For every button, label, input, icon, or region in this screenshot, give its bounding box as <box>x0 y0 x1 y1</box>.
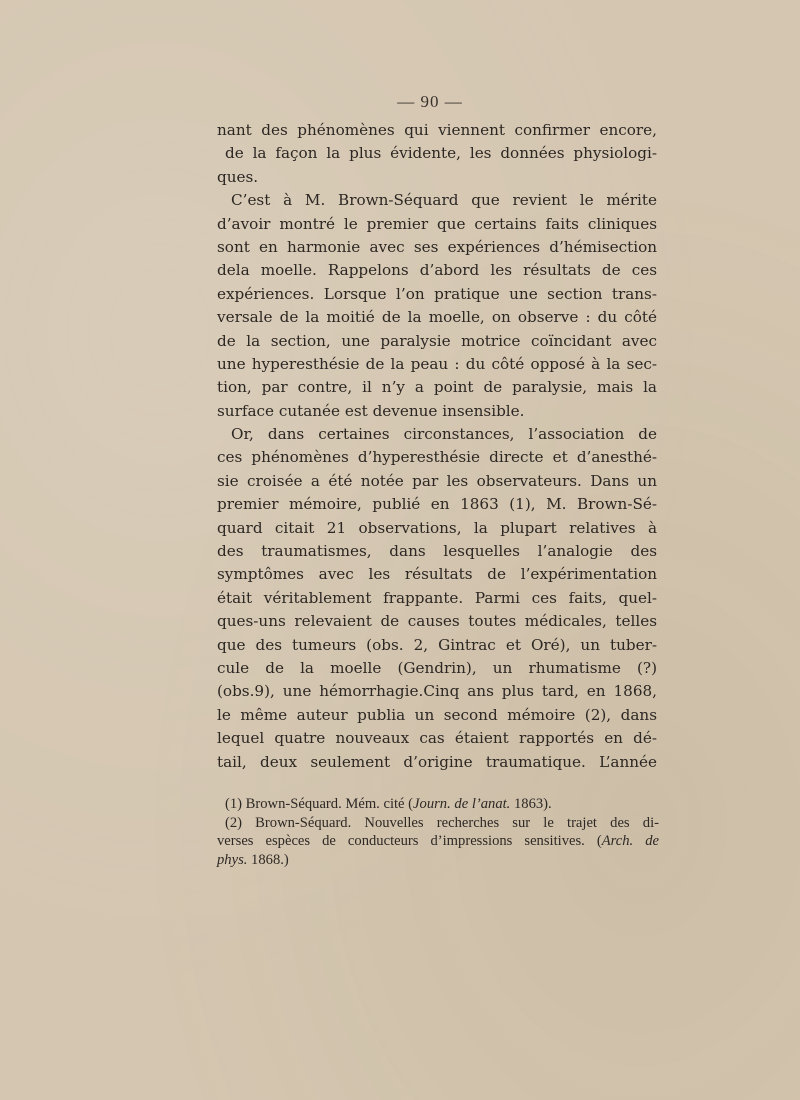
text-line: tail, deux seulement d’origine traumatique. L’année <box>217 752 657 771</box>
footnote-1-year: 1863). <box>510 796 552 812</box>
text-line: versale de la moitié de la moelle, on observe : du côté <box>217 308 657 327</box>
text-line: nant des phénomènes qui viennent confirmer encore, <box>217 121 657 139</box>
text-line: ces phénomènes d’hyperesthésie directe et d’anesthé- <box>217 448 657 467</box>
footnote-2-line-2 <box>217 832 659 851</box>
page-number: — 90 — <box>397 92 463 111</box>
text-line: une hyperesthésie de la peau : du côté opposé à la sec- <box>217 354 657 373</box>
text-line: ques-uns relevaient de causes toutes médicales, telles <box>217 612 657 631</box>
text-line: lequel quatre nouveaux cas étaient rapportés en dé- <box>217 729 657 748</box>
footnote-1 <box>217 795 659 814</box>
text-line: sont en harmonie avec ses expériences d’hémisection <box>217 237 657 256</box>
text-line: surface cutanée est devenue insensible. <box>217 401 525 420</box>
text-line: (obs.9), une hémorrhagie.Cinq ans plus tard, en 1868, <box>217 682 657 701</box>
text-line: que des tumeurs (obs. 2, Gintrac et Oré), un tuber- <box>217 635 657 654</box>
text-line: ques. <box>217 167 259 186</box>
text-line: symptômes avec les résultats de l’expérimentation <box>217 565 657 584</box>
text-line: le même auteur publia un second mémoire (2), dans <box>217 705 657 724</box>
footnote-2-line-1: (2) Brown-Séquard. Nouvelles recherches sur le trajet des di- <box>225 814 659 831</box>
text-line: tion, par contre, il n’y a point de paralysie, mais la <box>217 378 657 397</box>
footnote-2-journal-cont: phys. <box>217 851 248 868</box>
text-line: de la façon la plus évidente, les données physiologi- <box>225 144 657 163</box>
footnote-1-text: (1) Brown-Séquard. Mém. cité ( <box>225 796 414 812</box>
text-line: dela moelle. Rappelons d’abord les résultats de ces <box>217 261 657 280</box>
text-line: de la section, une paralysie motrice coïncidant avec <box>217 331 657 350</box>
text-line: premier mémoire, publié en 1863 (1), M. Brown-Sé- <box>217 495 657 514</box>
footnote-1-journal: Journ. de l’anat. <box>413 796 511 812</box>
text-line: cule de la moelle (Gendrin), un rhumatisme (?) <box>217 658 657 677</box>
text-line: expériences. Lorsque l’on pratique une section trans- <box>217 284 657 303</box>
text-line: Or, dans certaines circonstances, l’association de <box>231 425 657 444</box>
text-line: était véritablement frappante. Parmi ces faits, quel- <box>217 588 657 607</box>
text-line: sie croisée a été notée par les observateurs. Dans un <box>217 471 657 490</box>
footnote-2-journal: Arch. de <box>601 833 659 850</box>
text-line: d’avoir montré le premier que certains faits cliniques <box>217 214 657 233</box>
footnote-2-line-3 <box>217 851 659 870</box>
body-text <box>217 119 657 774</box>
footnote-2-year: 1868.) <box>247 851 289 868</box>
text-line: des traumatismes, dans lesquelles l’analogie des <box>217 542 657 561</box>
text-line: quard citait 21 observations, la plupart relatives à <box>217 518 657 537</box>
text-line: C’est à M. Brown-Séquard que revient le mérite <box>231 191 657 210</box>
footnotes <box>217 795 659 869</box>
footnote-2-text: verses espèces de conducteurs d’impressions sensitives. ( <box>217 833 602 850</box>
